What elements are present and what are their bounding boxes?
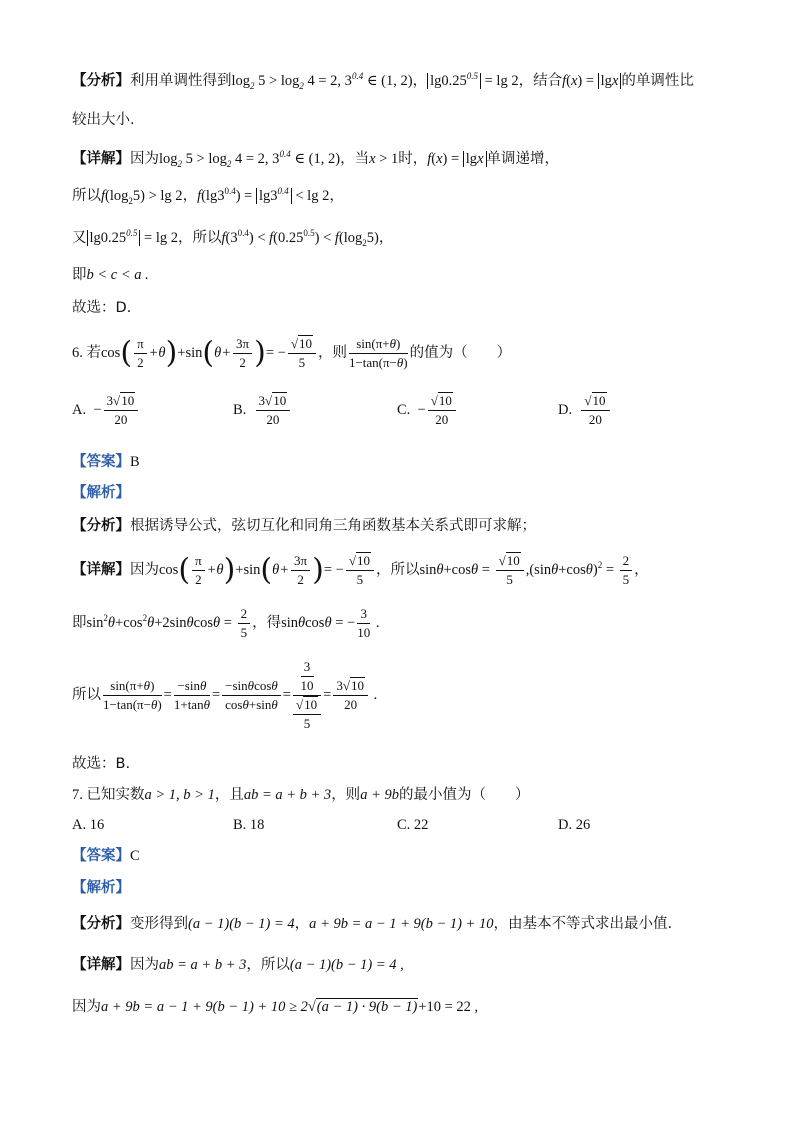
q7-jiexi: 【解析】 (72, 880, 130, 896)
q7-option-d[interactable]: D. 26 (558, 817, 591, 833)
q7-detail-line2: 因为a + 9b = a − 1 + 9(b − 1) + 10 ≥ 2√(a − 1) · 9(b − 1)+10 = 22 , (72, 999, 479, 1015)
q6-option-a[interactable]: A. − $\frac{3√10}{20}$ (72, 393, 140, 428)
q6-stem: 6. 若cos( $\frac{\pi}{2}$ +θ)+sin(θ+ $\frac{3\pi}{2}$ )= − $\frac{√10}{5}$ ，则 $\frac{\sin(\pi+\theta)}{1-\tan(\pi-\theta)}$ 的值为（ ） (72, 335, 512, 371)
q7-answer: 【答案】C (72, 848, 140, 864)
q5-abs-expr: $\lg 0.25^{0.5}$ (427, 73, 481, 89)
q6-analysis: 【分析】根据诱导公式，弦切互化和同角三角函数基本关系式即可求解； (72, 518, 536, 534)
analysis-tag: 【分析】 (72, 73, 130, 89)
q7-option-b[interactable]: B. 18 (233, 817, 265, 833)
q5-detail-line4: 即b < c < a . (72, 267, 149, 283)
q6-detail-line3: 所以 $\frac{\sin(\pi+\theta)}{1-\tan(\pi-\theta)}$ = $\frac{-\sin\theta}{1+\tan\theta}$ = $\frac{-\sin\theta\cos\theta}{\cos\theta+\sin\theta}$ = $\frac{\frac{3}{10}}{\frac{√10}{5}}$ = $\frac{3√10}{20}$ . (72, 659, 378, 732)
q6-choose: 故选：B. (72, 756, 131, 772)
q6-detail-line1: 【详解】因为cos( $\frac{\pi}{2}$ +θ)+sin(θ+ $\frac{3\pi}{2}$ )= − $\frac{√10}{5}$ ，所以sinθ+cosθ = $\frac{√10}{5}$ $,(\sin\theta+\cos\theta)^2$ = $\frac{2}{5}$ ， (72, 552, 649, 588)
q5-detail-line2: 所以$f(\log_25) > \lg 2$，$f(\lg 3^{0.4}) = \lg 3^{0.4} < \lg 2$， (72, 186, 344, 206)
q5-analysis-line: 【分析】利用单调性得到$\log_2 5 > \log_2 4 = 2$, $3^{0.4}$ ∈ (1, 2)， $\lg 0.25^{0.5} = \lg 2$，结合f(x) = lgx 的单调性比 (72, 71, 694, 91)
q7-analysis: 【分析】变形得到(a − 1)(b − 1) = 4，a + 9b = a − 1 + 9(b − 1) + 10，由基本不等式求出最小值. (72, 916, 673, 932)
q7-option-a[interactable]: A. 16 (72, 817, 105, 833)
q5-choose: 故选：D. (72, 300, 132, 316)
q6-option-d[interactable]: D. $\frac{√10}{20}$ (558, 393, 612, 428)
q6-option-b[interactable]: B. $\frac{3√10}{20}$ (233, 393, 292, 428)
q5-analysis-prefix: 利用单调性得到 (130, 73, 232, 89)
q5-detail-line3: 又 $\lg 0.25^{0.5} = \lg 2$，所以$f(3^{0.4}) < f(0.25^{0.5}) < f(\log_25)$， (72, 228, 394, 248)
detail-tag: 【详解】 (72, 151, 130, 167)
q7-detail-line1: 【详解】因为ab = a + b + 3，所以(a − 1)(b − 1) = 4 , (72, 957, 404, 973)
q7-stem: 7. 已知实数a > 1, b > 1，且ab = a + b + 3，则a + 9b的最小值为（ ） (72, 787, 530, 803)
q5-detail-line1: 【详解】因为$\log_2 5 > \log_2 4 = 2$, $3^{0.4}$ ∈ (1, 2)，当x > 1时，f(x) = lgx 单调递增， (72, 149, 559, 169)
q7-options (72, 815, 744, 837)
q5-analysis-line2: 较出大小. (72, 112, 135, 128)
q6-answer: 【答案】B (72, 454, 140, 470)
q6-jiexi: 【解析】 (72, 485, 130, 501)
q6-option-c[interactable]: C. − $\frac{√10}{20}$ (397, 393, 458, 428)
q6-detail-line2: 即$\sin^2\theta+\cos^2\theta+2\sin\theta\cos\theta$ = $\frac{2}{5}$ ，得sinθcosθ = − $\frac{3}{10}$ . (72, 606, 380, 641)
q5-analysis-expr: $\log_2 5 > \log_2 4 = 2$, $3^{0.4}$ ∈ (1, 2) (231, 71, 413, 91)
q7-option-c[interactable]: C. 22 (397, 817, 429, 833)
q6-options (72, 393, 744, 437)
